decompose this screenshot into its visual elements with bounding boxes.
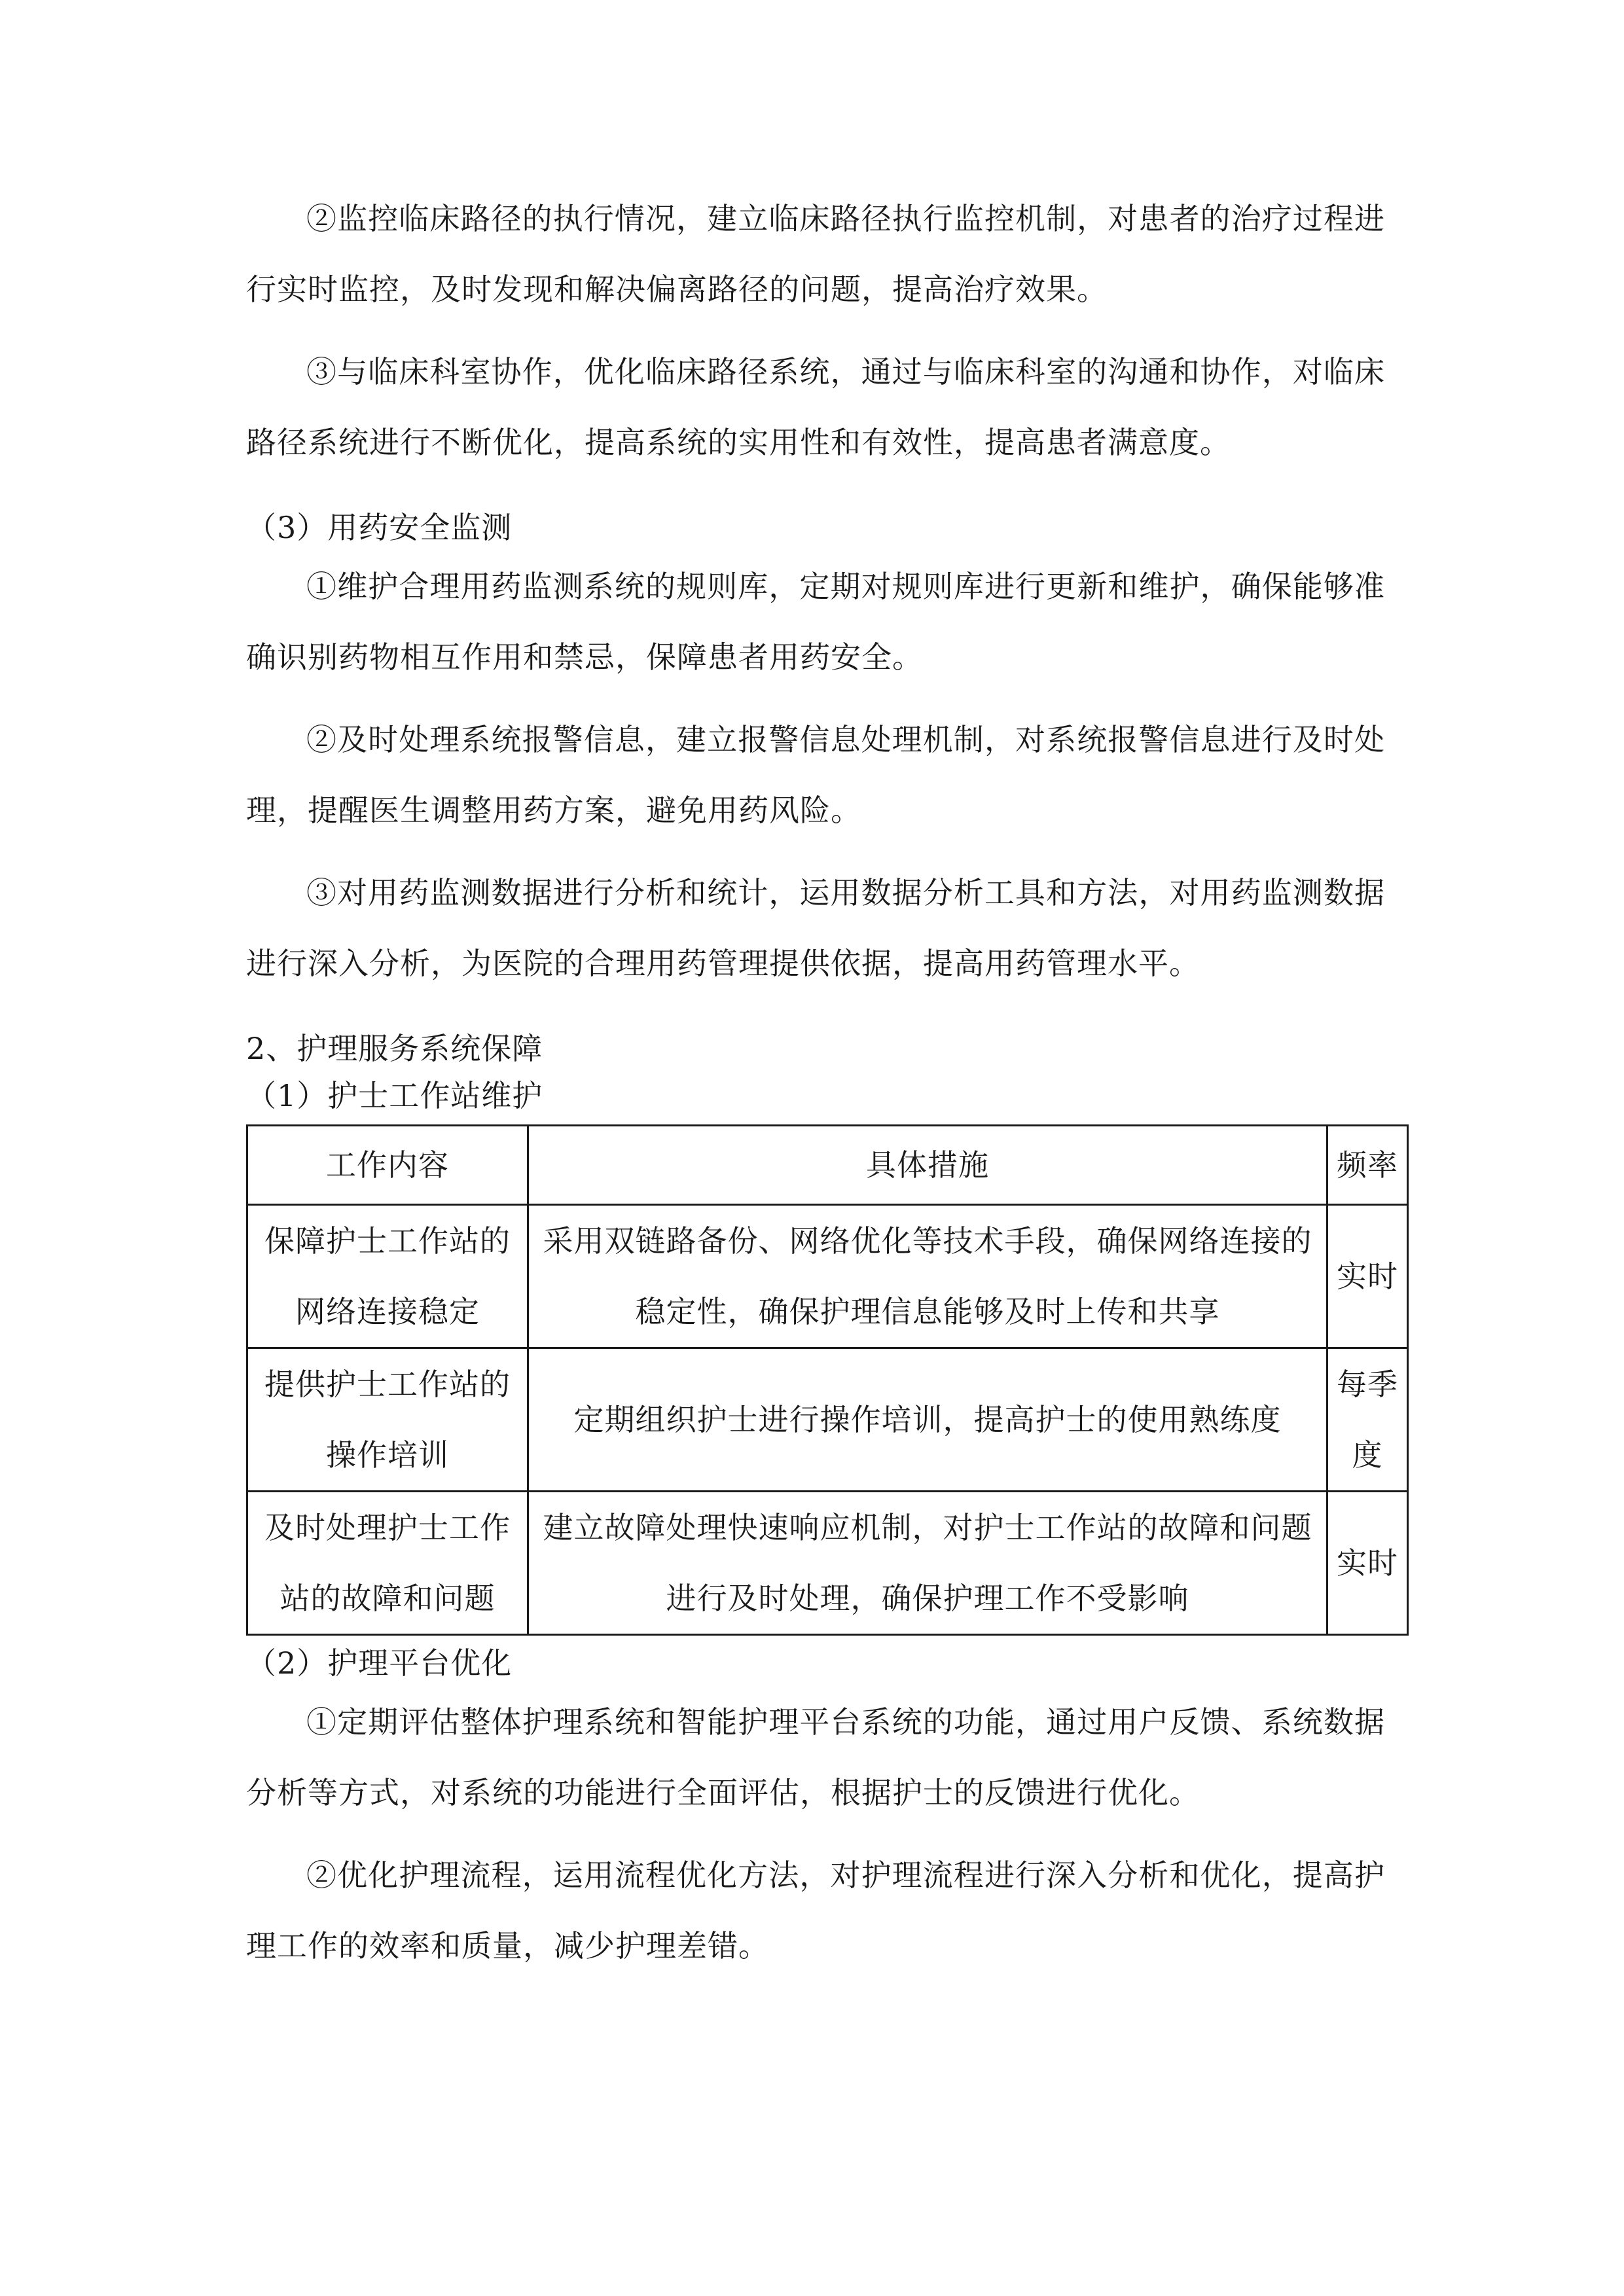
table-cell: 保障护士工作站的网络连接稳定 (247, 1205, 528, 1348)
table-cell: 每季度 (1327, 1348, 1408, 1492)
table-row (247, 1205, 1408, 1348)
table-header-cell: 具体措施 (528, 1126, 1327, 1205)
subsection-heading: （2）护理平台优化 (246, 1645, 513, 1681)
table-cell: 实时 (1327, 1492, 1408, 1635)
section-heading: 2、护理服务系统保障 (246, 1031, 543, 1066)
paragraph: ①维护合理用药监测系统的规则库，定期对规则库进行更新和维护，确保能够准确识别药物相互作用和禁忌，保障患者用药安全。 (246, 569, 1385, 675)
paragraph: ②及时处理系统报警信息，建立报警信息处理机制，对系统报警信息进行及时处理，提醒医生调整用药方案，避免用药风险。 (246, 722, 1385, 828)
table-header-cell: 频率 (1327, 1126, 1408, 1205)
maintenance-table (246, 1124, 1409, 1636)
table-row (247, 1492, 1408, 1635)
paragraph: ①定期评估整体护理系统和智能护理平台系统的功能，通过用户反馈、系统数据分析等方式，对系统的功能进行全面评估，根据护士的反馈进行优化。 (246, 1704, 1385, 1810)
paragraph: ②监控临床路径的执行情况，建立临床路径执行监控机制，对患者的治疗过程进行实时监控，及时发现和解决偏离路径的问题，提高治疗效果。 (246, 201, 1385, 307)
document-page (246, 183, 1398, 1981)
table-header-cell: 工作内容 (247, 1126, 528, 1205)
subsection-heading: （1）护士工作站维护 (246, 1078, 543, 1113)
table-cell: 定期组织护士进行操作培训，提高护士的使用熟练度 (528, 1348, 1327, 1492)
table-cell: 提供护士工作站的操作培训 (247, 1348, 528, 1492)
paragraph: ③与临床科室协作，优化临床路径系统，通过与临床科室的沟通和协作，对临床路径系统进行不断优化，提高系统的实用性和有效性，提高患者满意度。 (246, 354, 1385, 460)
paragraph: ②优化护理流程，运用流程优化方法，对护理流程进行深入分析和优化，提高护理工作的效率和质量，减少护理差错。 (246, 1857, 1385, 1964)
table-cell: 实时 (1327, 1205, 1408, 1348)
table-header-row (247, 1126, 1408, 1205)
table-cell: 采用双链路备份、网络优化等技术手段，确保网络连接的稳定性，确保护理信息能够及时上传和共享 (528, 1205, 1327, 1348)
table-cell: 及时处理护士工作站的故障和问题 (247, 1492, 528, 1635)
paragraph: ③对用药监测数据进行分析和统计，运用数据分析工具和方法，对用药监测数据进行深入分析，为医院的合理用药管理提供依据，提高用药管理水平。 (246, 875, 1385, 981)
section-heading: （3）用药安全监测 (246, 510, 513, 545)
table-row (247, 1348, 1408, 1492)
table-cell: 建立故障处理快速响应机制，对护士工作站的故障和问题进行及时处理，确保护理工作不受影响 (528, 1492, 1327, 1635)
